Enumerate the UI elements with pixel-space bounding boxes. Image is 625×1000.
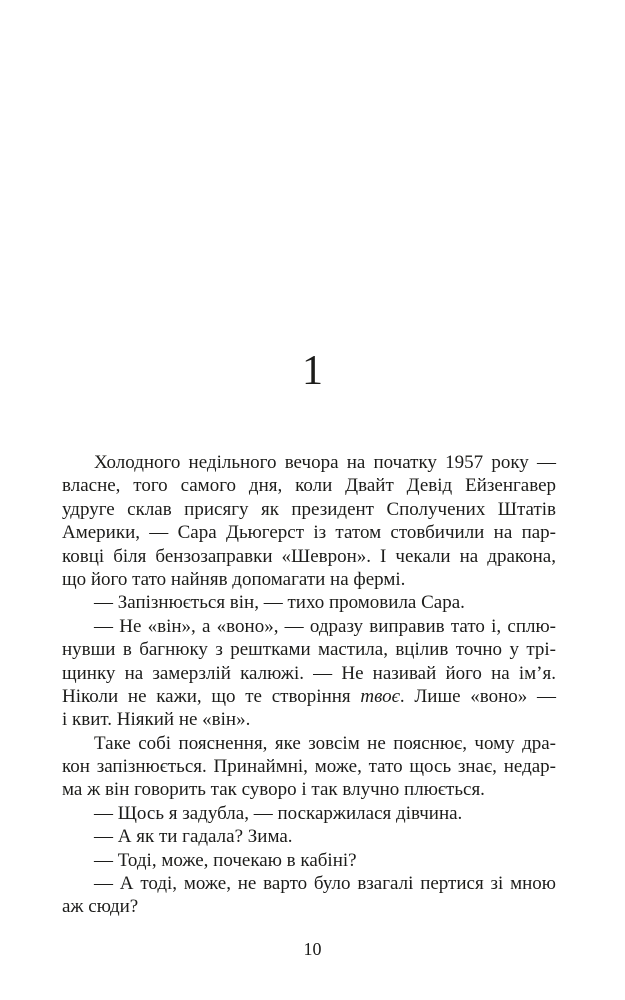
text-segment: Америки, — Сара Дьюгерст із татом стовбичили на пар-: [62, 522, 556, 544]
text-line: [62, 732, 556, 755]
text-line: [62, 568, 556, 591]
text-segment: . Лише «воно» —: [399, 685, 556, 707]
italic-text: твоє: [360, 685, 400, 707]
text-segment: — Не «він», а «воно», — одразу виправив тато і, сплю-: [94, 615, 556, 637]
text-segment: нувши в багнюку з рештками мастила, вцілив точно у трі-: [62, 639, 556, 661]
text-line: [62, 451, 556, 474]
text-segment: — А як ти гадала? Зима.: [94, 826, 293, 848]
text-segment: Таке собі пояснення, яке зовсім не пояснює, чому дра-: [94, 732, 556, 754]
text-segment: кон запізнюється. Принаймні, може, тато щось знає, недар-: [62, 756, 556, 778]
text-line: [62, 662, 556, 685]
text-line: [62, 849, 556, 872]
text-line: [62, 825, 556, 848]
text-segment: власне, того самого дня, коли Двайт Девід Ейзенгавер: [62, 475, 556, 497]
text-segment: і квит. Ніякий не «він».: [62, 709, 251, 731]
page-number: 10: [303, 939, 322, 959]
text-segment: ма ж він говорить так суворо і так влучно плюється.: [62, 779, 485, 801]
text-line: [62, 474, 556, 497]
text-segment: що його тато найняв допомагати на фермі.: [62, 568, 406, 590]
text-line: [62, 802, 556, 825]
text-line: [62, 872, 556, 895]
body-text: [62, 451, 556, 919]
text-segment: — А тоді, може, не варто було взагалі пертися зі мною: [94, 873, 556, 895]
text-line: [62, 521, 556, 544]
text-line: [62, 498, 556, 521]
text-segment: ковці біля бензозаправки «Шеврон». І чекали на дракона,: [62, 545, 556, 567]
chapter-number: 1: [302, 348, 323, 394]
text-line: [62, 755, 556, 778]
text-segment: — Запізнюється він, — тихо промовила Сара.: [94, 592, 465, 614]
text-line: [62, 615, 556, 638]
text-line: [62, 778, 556, 801]
text-line: [62, 685, 556, 708]
text-line: [62, 895, 556, 918]
text-segment: аж сюди?: [62, 896, 139, 918]
text-segment: щинку на замерзлій калюжі. — Не називай його на ім’я.: [62, 662, 556, 684]
text-segment: Ніколи не кажи, що те створіння: [62, 685, 361, 707]
text-line: [62, 638, 556, 661]
text-line: [62, 708, 556, 731]
text-segment: удруге склав присягу як президент Сполучених Штатів: [62, 498, 556, 520]
text-segment: — Щось я задубла, — поскаржилася дівчина.: [94, 802, 463, 824]
text-segment: — Тоді, може, почекаю в кабіні?: [94, 849, 357, 871]
text-segment: Холодного недільного вечора на початку 1957 року —: [94, 452, 556, 473]
text-line: [62, 591, 556, 614]
text-line: [62, 545, 556, 568]
